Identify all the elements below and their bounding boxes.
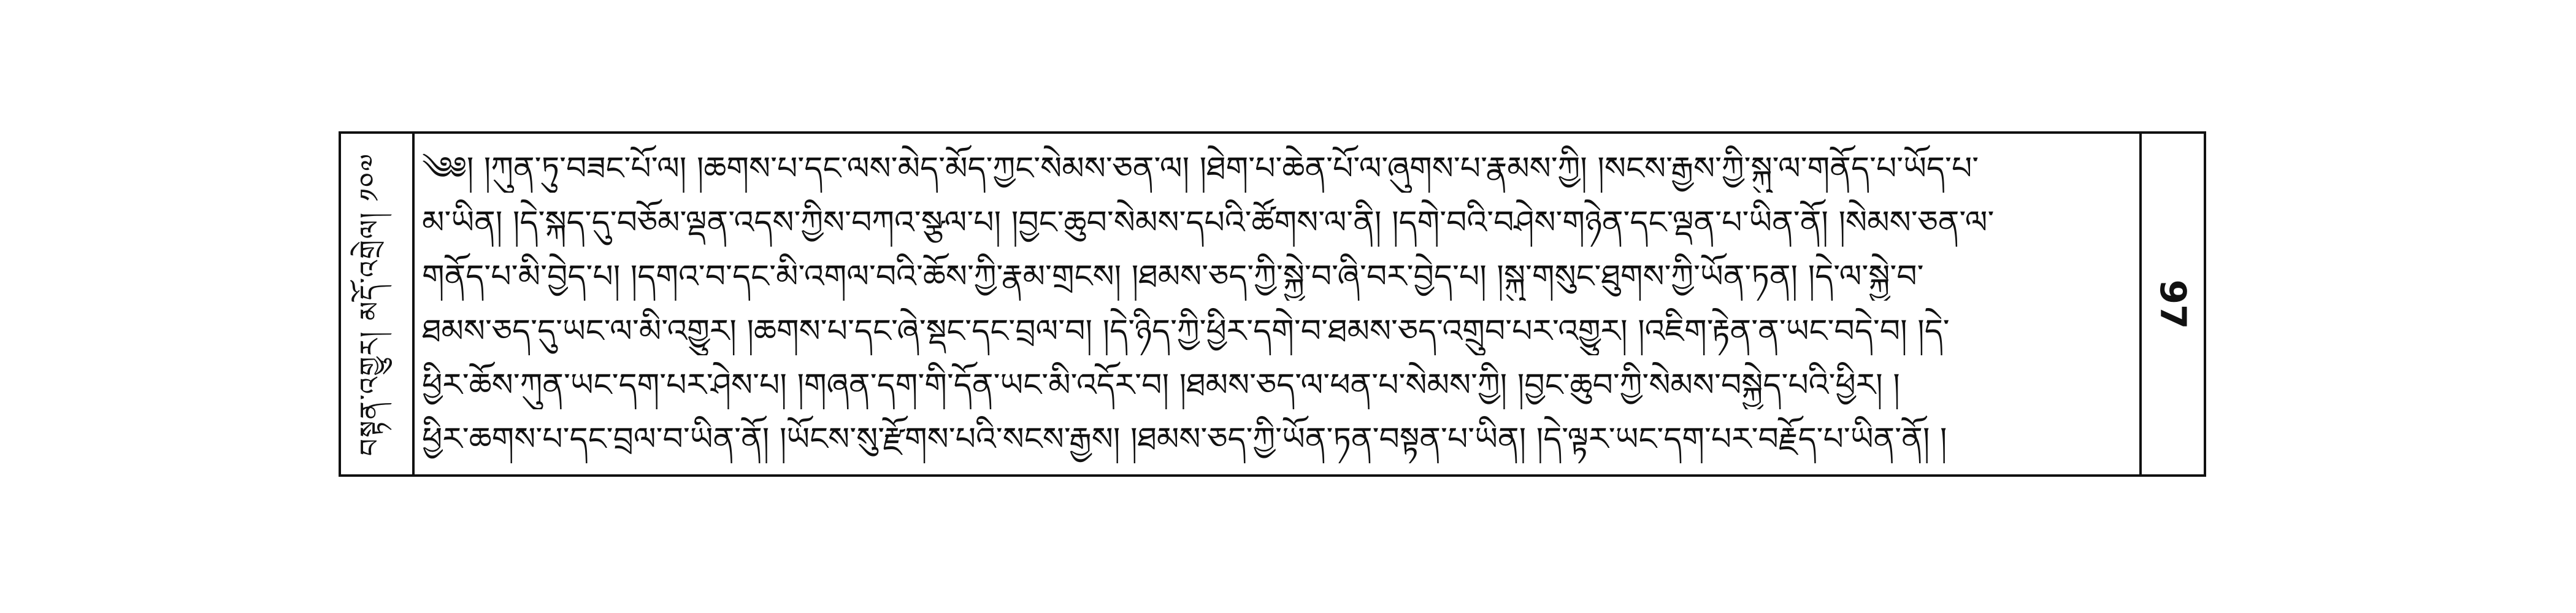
page-number: 97 <box>2152 279 2194 329</box>
folio-page <box>339 131 2206 477</box>
text-line-6: ཕྱིར་ཆགས་པ་དང་བྲལ་བ་ཡིན་ནོ། །ཡོངས་སུ་རྫོགས་པའི་སངས་རྒྱས། །ཐམས་ཅད་ཀྱི་ཡོན་ཏན་བསྟན་པ་ཡིན། །དེ་ལྟར་ཡང་དག་པར་བརྗོད་པ་ཡིན་ནོ། ། <box>422 420 1947 458</box>
right-margin <box>2139 134 2204 474</box>
text-line-2: མ་ཡིན། །དེ་སྐད་དུ་བཅོམ་ལྡན་འདས་ཀྱིས་བཀའ་སྩལ་པ། །བྱང་ཆུབ་སེམས་དཔའི་ཚོགས་ལ་ནི། །དགེ་བའི་བཤེས་གཉེན་དང་ལྡན་པ་ཡིན་ནོ། །སེམས་ཅན་ལ་ <box>422 204 1995 242</box>
text-block <box>422 145 2132 463</box>
margin-title: བསྟན་འགྱུར། མདོ་འགྲེལ། ༡༠༧ <box>355 152 386 456</box>
text-line-4: ཐམས་ཅད་དུ་ཡང་ལ་མི་འགྱུར། །ཆགས་པ་དང་ཞེ་སྡང་དང་བྲལ་བ། །དེ་ཉིད་ཀྱི་ཕྱིར་དགེ་བ་ཐམས་ཅད་འགྲུབ་པར་འགྱུར། །འཇིག་རྟེན་ན་ཡང་བདེ་བ། །དེ་ <box>422 312 1950 350</box>
text-line-3: གནོད་པ་མི་བྱེད་པ། །དགའ་བ་དང་མི་འགལ་བའི་ཆོས་ཀྱི་རྣམ་གྲངས། །ཐམས་ཅད་ཀྱི་སྐྱེ་བ་ཞི་བར་བྱེད་པ། །སྐུ་གསུང་ཐུགས་ཀྱི་ཡོན་ཏན། །དེ་ལ་སྐྱེ་བ་ <box>422 258 1924 296</box>
text-line-1: ༄༅། །ཀུན་ཏུ་བཟང་པོ་ལ། །ཆགས་པ་དང་ལས་མེད་མོད་ཀྱང་སེམས་ཅན་ལ། །ཐེག་པ་ཆེན་པོ་ལ་ཞུགས་པ་རྣམས་ཀྱི། །སངས་རྒྱས་ཀྱི་སྐུ་ལ་གནོད་པ་ཡོད་པ་ <box>422 150 1979 187</box>
text-line-5: ཕྱིར་ཆོས་ཀུན་ཡང་དག་པར་ཤེས་པ། །གཞན་དག་གི་དོན་ཡང་མི་འདོར་བ། །ཐམས་ཅད་ལ་ཕན་པ་སེམས་ཀྱི། །བྱང་ཆུབ་ཀྱི་སེམས་བསྐྱེད་པའི་ཕྱིར། ། <box>422 366 1900 404</box>
left-margin <box>341 134 415 474</box>
